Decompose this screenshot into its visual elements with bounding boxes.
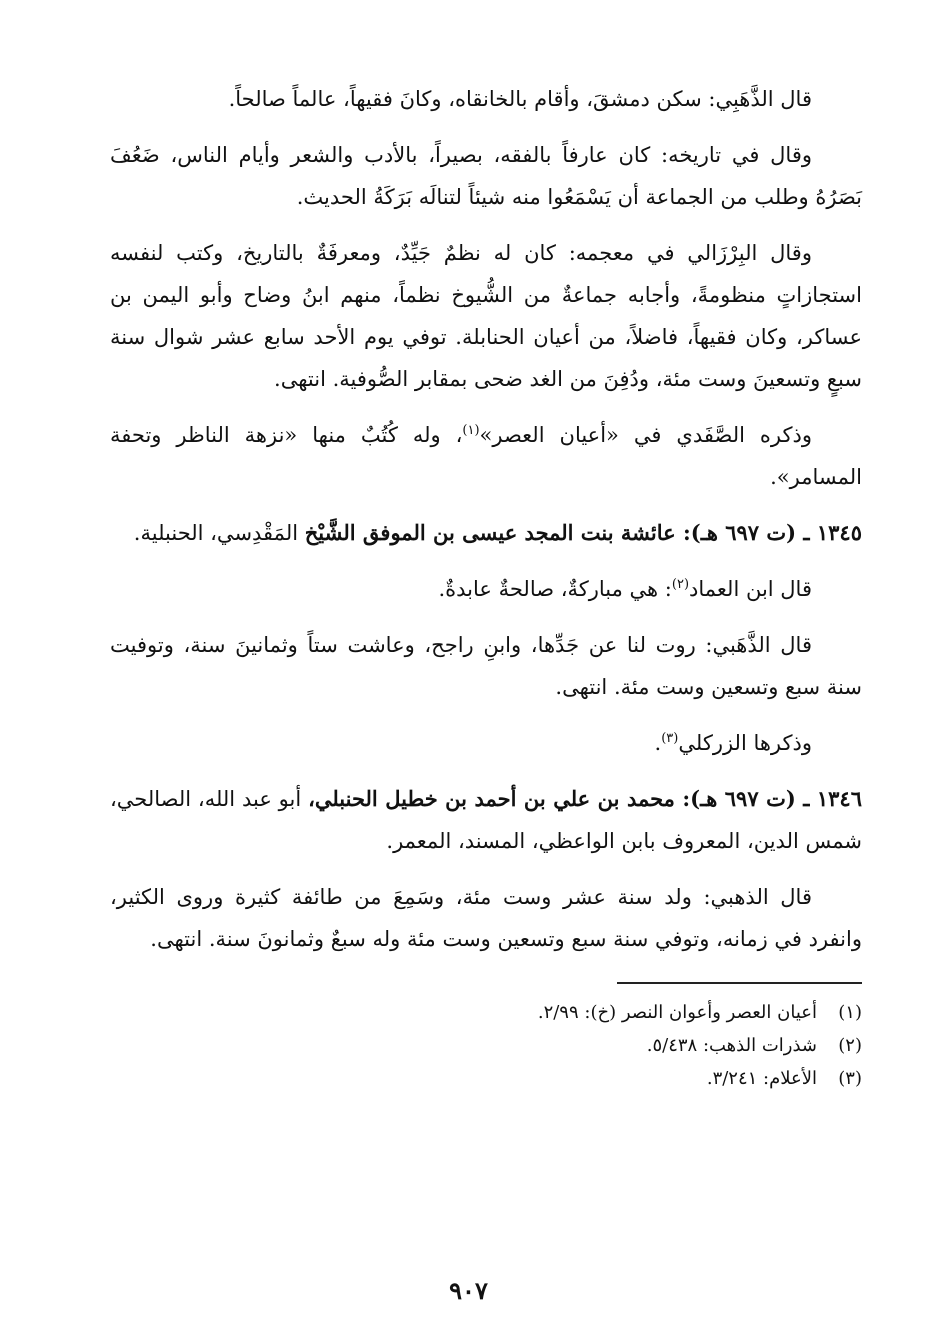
- footnote-text: شذرات الذهب: ٥/٤٣٨.: [646, 1035, 817, 1056]
- footnote-number: (٢): [838, 1035, 862, 1056]
- paragraph-text: وذكره الصَّفَدي في «أعيان العصر»: [479, 423, 812, 447]
- paragraph-dhahabi-1: [110, 78, 862, 120]
- footnote-ref-2: (٢): [671, 577, 690, 592]
- footnote-3: [110, 1062, 862, 1095]
- entry-text: المَقْدِسي، الحنبلية.: [133, 521, 305, 545]
- paragraph-text: قال ابن العماد: [689, 577, 812, 601]
- entry-heading: ١٣٤٦ ـ (ت ٦٩٧ هـ): محمد بن علي بن أحمد بن خطيل الحنبلي،: [308, 786, 862, 811]
- paragraph-ibn-imad: [110, 568, 862, 610]
- footnote-number: (٣): [838, 1068, 862, 1089]
- paragraph-text: ، وله كُتُبٌ منها «نزهة الناظر وتحفة المسامر».: [110, 423, 862, 489]
- paragraph-tarikh: [110, 134, 862, 218]
- paragraph-text: : هي مباركةٌ، صالحةٌ عابدةٌ.: [438, 577, 672, 601]
- paragraph-text: .: [654, 731, 662, 755]
- footnote-text: أعيان العصر وأعوان النصر (خ): ٢/٩٩.: [537, 1002, 817, 1023]
- footnotes: [110, 996, 862, 1095]
- page-number: ٩٠٧: [449, 1276, 488, 1305]
- paragraph-text: وذكرها الزركلي: [678, 731, 812, 755]
- footnote-2: [110, 1029, 862, 1062]
- footnote-divider: [617, 982, 862, 984]
- footnote-ref-1: (١): [462, 423, 480, 438]
- paragraph-safadi: [110, 414, 862, 498]
- entry-1346: [110, 778, 862, 862]
- paragraph-zirikli: [110, 722, 862, 764]
- entry-1345: [110, 512, 862, 554]
- paragraph-birzali: [110, 232, 862, 400]
- paragraph-dhahabi-2: [110, 624, 862, 708]
- paragraph-text: قال الذَّهَبي: روت لنا عن جَدِّها، وابنِ راجح، وعاشت ستاً وثمانينَ سنة، وتوفيت سنة سبع وتسعين وست مئة. انتهى.: [110, 633, 862, 699]
- footnote-number: (١): [838, 1002, 862, 1023]
- paragraph-text: وقال في تاريخه: كان عارفاً بالفقه، بصيراً، بالأدب والشعر وأيام الناس، ضَعُفَ بَصَرُهُ وطلب من الجماعة أن يَسْمَعُوا منه شيئاً لتنالَه بَرَكَةُ الحديث.: [110, 143, 862, 209]
- paragraph-dhahabi-3: [110, 876, 862, 960]
- paragraph-text: وقال البِرْزَالي في معجمه: كان له نظمٌ جَيِّدٌ، ومعرفَةٌ بالتاريخ، وكتب لنفسه استجازاتٍ منظومةً، وأجابه جماعةٌ من الشُّيوخ نظماً، منهم ابنُ وضاح وأبو اليمن بن عساكر، وكان فقيهاً، فاضلاً، من أعيان الحنابلة. توفي يوم الأحد سابع عشر شوال سنة سبعٍ وتسعينَ وست مئة، ودُفِنَ من الغد ضحى بمقابر الصُّوفية. انتهى.: [110, 241, 862, 391]
- paragraph-text: قال الذَّهَبِي: سكن دمشقَ، وأقام بالخانقاه، وكانَ فقيهاً، عالماً صالحاً.: [228, 87, 812, 111]
- footnote-text: الأعلام: ٣/٢٤١.: [706, 1068, 817, 1089]
- footnote-ref-3: (٣): [661, 731, 679, 746]
- entry-heading: ١٣٤٥ ـ (ت ٦٩٧ هـ): عائشة بنت المجد عيسى بن الموفق الشَّيْخ: [304, 520, 862, 545]
- entry-text: أبو عبد الله، الصالحي، شمس الدين، المعروف بابن الواعظي، المسند، المعمر.: [110, 787, 862, 853]
- footnote-1: [110, 996, 862, 1029]
- paragraph-text: قال الذهبي: ولد سنة عشر وست مئة، وسَمِعَ من طائفة كثيرة وروى الكثير، وانفرد في زمانه، وتوفي سنة سبع وتسعين وست مئة وله سبعٌ وثمانونَ سنة. انتهى.: [110, 885, 862, 951]
